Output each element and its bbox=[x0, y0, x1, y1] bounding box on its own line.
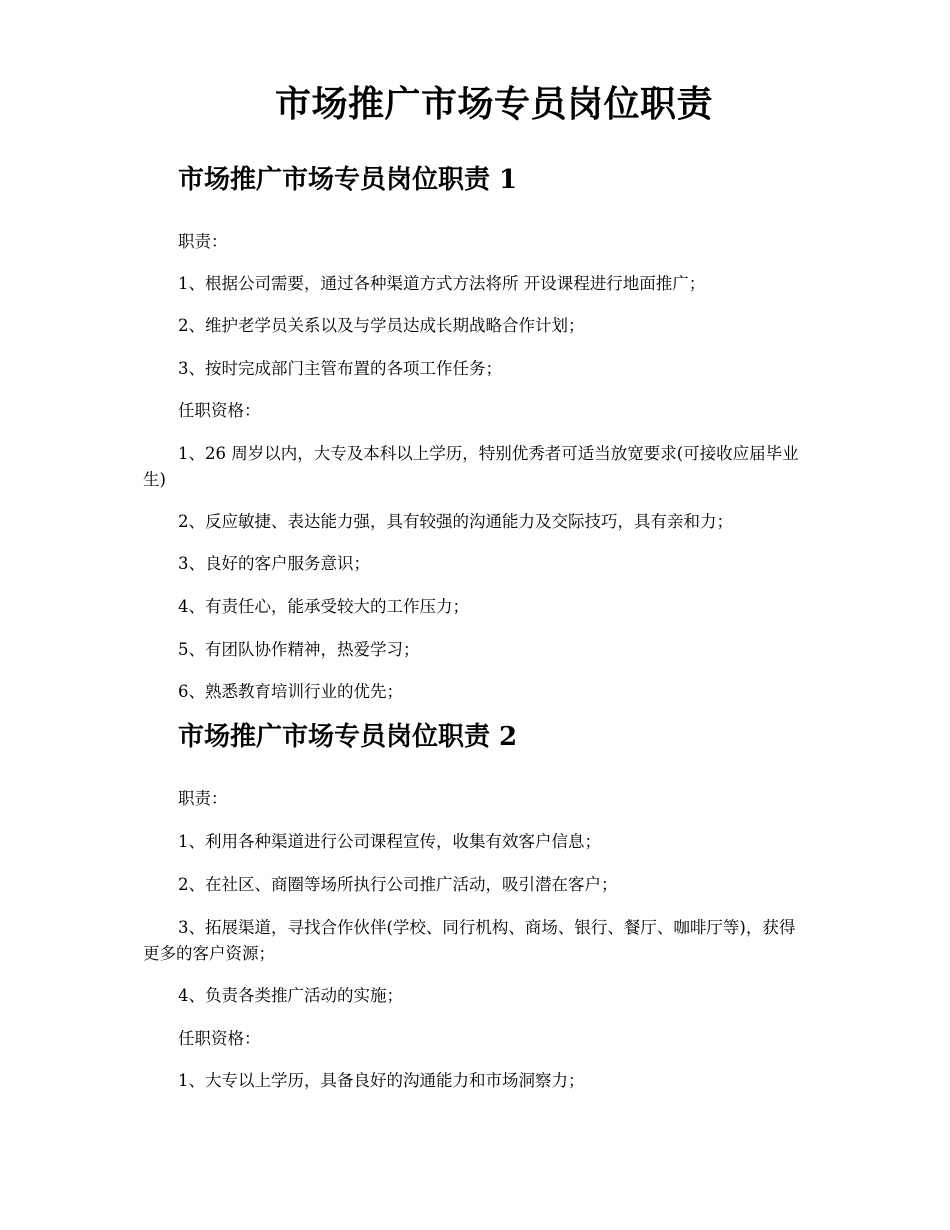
section-heading-2: 市场推广市场专员岗位职责 2 bbox=[178, 722, 518, 752]
section-1-paragraph: 3、按时完成部门主管布置的各项工作任务； bbox=[178, 359, 502, 378]
section-1-paragraph: 4、有责任心，能承受较大的工作压力； bbox=[178, 597, 469, 616]
section-2-paragraph: 3、拓展渠道，寻找合作伙伴(学校、同行机构、商场、银行、餐厅、咖啡厅等)，获得更多的客户资源； bbox=[143, 918, 796, 963]
section-2-paragraph: 职责： bbox=[178, 789, 228, 808]
section-1-paragraph: 5、有团队协作精神，热爱学习； bbox=[178, 640, 420, 659]
section-1-paragraph: 1、26 周岁以内，大专及本科以上学历，特别优秀者可适当放宽要求(可接收应届毕业生) bbox=[143, 444, 799, 489]
section-1-paragraph: 3、良好的客户服务意识； bbox=[178, 554, 370, 573]
section-1-paragraph: 6、熟悉教育培训行业的优先； bbox=[178, 682, 403, 701]
section-2-paragraph: 4、负责各类推广活动的实施； bbox=[178, 986, 403, 1005]
section-1-paragraph: 2、反应敏捷、表达能力强，具有较强的沟通能力及交际技巧，具有亲和力； bbox=[178, 512, 733, 531]
section-2-paragraph: 1、利用各种渠道进行公司课程宣传，收集有效客户信息； bbox=[178, 832, 601, 851]
section-2-paragraph: 2、在社区、商圈等场所执行公司推广活动，吸引潜在客户； bbox=[178, 875, 618, 894]
section-1-paragraph: 职责： bbox=[178, 232, 228, 251]
section-heading-1: 市场推广市场专员岗位职责 1 bbox=[178, 165, 518, 195]
section-2-paragraph: 任职资格： bbox=[178, 1029, 261, 1048]
section-2-paragraph: 1、大专以上学历，具备良好的沟通能力和市场洞察力； bbox=[178, 1071, 585, 1090]
section-1-paragraph: 2、维护老学员关系以及与学员达成长期战略合作计划； bbox=[178, 316, 585, 335]
section-1-paragraph: 任职资格： bbox=[178, 401, 261, 420]
document-title: 市场推广市场专员岗位职责 bbox=[274, 83, 713, 125]
section-1-paragraph: 1、根据公司需要，通过各种渠道方式方法将所 开设课程进行地面推广； bbox=[178, 274, 706, 293]
